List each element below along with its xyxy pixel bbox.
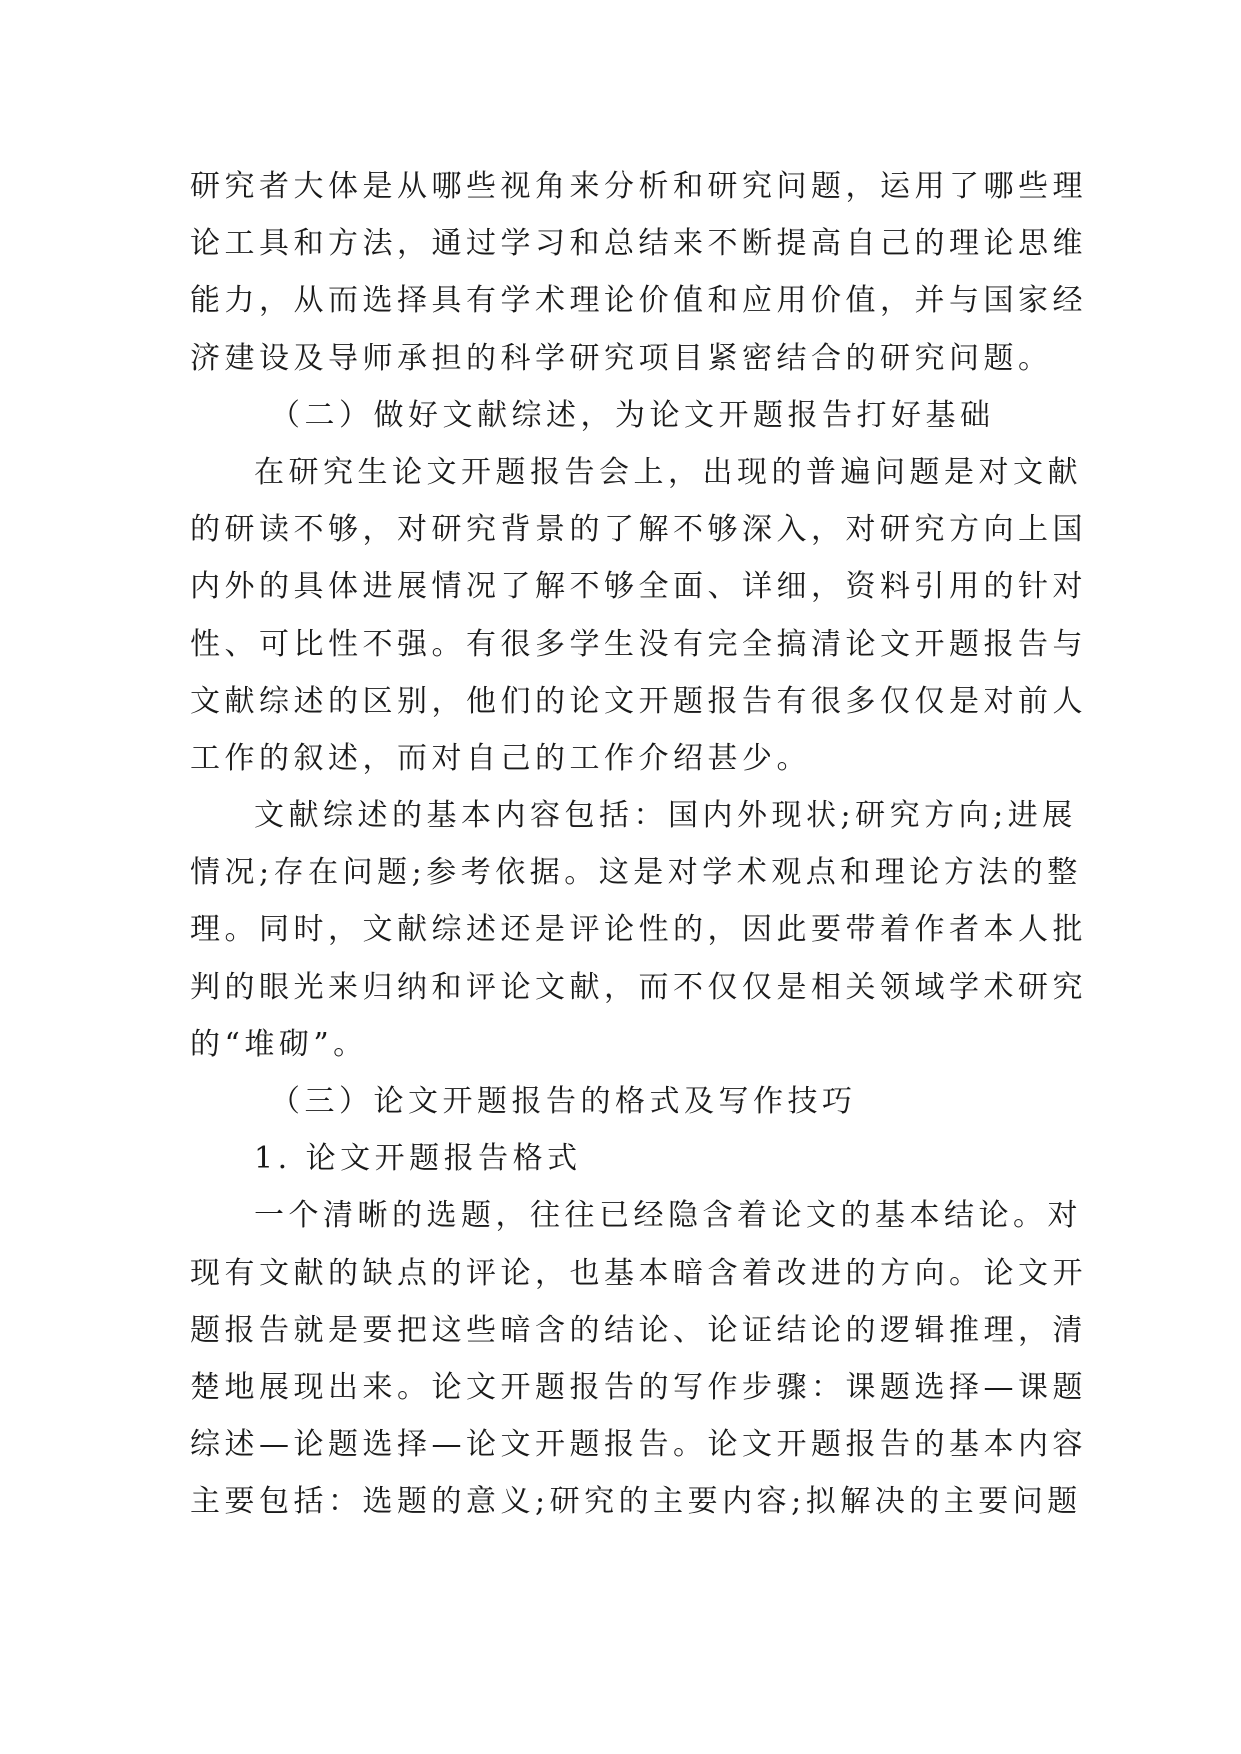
text-line: 判的眼光来归纳和评论文献，而不仅仅是相关领域学术研究 bbox=[190, 969, 1087, 1005]
text-line: 现有文献的缺点的评论，也基本暗含着改进的方向。论文开 bbox=[190, 1255, 1087, 1291]
text-line: 在研究生论文开题报告会上，出现的普遍问题是对文献 bbox=[254, 454, 1082, 490]
text-line: 理。同时，文献综述还是评论性的，因此要带着作者本人批 bbox=[190, 912, 1087, 948]
text-line: 文献综述的区别，他们的论文开题报告有很多仅仅是对前人 bbox=[190, 683, 1087, 719]
text-line: 一个清晰的选题，往往已经隐含着论文的基本结论。对 bbox=[254, 1198, 1082, 1234]
text-line: 的研读不够，对研究背景的了解不够深入，对研究方向上国 bbox=[190, 512, 1087, 548]
text-line: 文献综述的基本内容包括：国内外现状;研究方向;进展 bbox=[254, 798, 1077, 834]
text-line: 能力，从而选择具有学术理论价值和应用价值，并与国家经 bbox=[190, 283, 1087, 319]
text-line: 性、可比性不强。有很多学生没有完全搞清论文开题报告与 bbox=[190, 626, 1087, 662]
text-line: 济建设及导师承担的科学研究项目紧密结合的研究问题。 bbox=[190, 340, 1053, 376]
text-line: 内外的具体进展情况了解不够全面、详细，资料引用的针对 bbox=[190, 569, 1087, 605]
text-line: 的“堆砌”。 bbox=[190, 1026, 368, 1062]
text-line: 研究者大体是从哪些视角来分析和研究问题，运用了哪些理 bbox=[190, 169, 1087, 204]
document-body bbox=[190, 158, 1087, 1531]
text-line: 题报告就是要把这些暗含的结论、论证结论的逻辑推理，清 bbox=[190, 1312, 1087, 1348]
text-line: 主要包括：选题的意义;研究的主要内容;拟解决的主要问题 bbox=[190, 1484, 1082, 1520]
text-line: 工作的叙述，而对自己的工作介绍甚少。 bbox=[190, 740, 811, 776]
text-line: （二）做好文献综述，为论文开题报告打好基础 bbox=[270, 397, 995, 433]
text-line: 1. 论文开题报告格式 bbox=[254, 1141, 582, 1177]
text-line: 综述—论题选择—论文开题报告。论文开题报告的基本内容 bbox=[190, 1427, 1087, 1463]
text-line: （三）论文开题报告的格式及写作技巧 bbox=[270, 1084, 857, 1119]
text-line: 情况;存在问题;参考依据。这是对学术观点和理论方法的整 bbox=[190, 855, 1082, 891]
text-line: 论工具和方法，通过学习和总结来不断提高自己的理论思维 bbox=[190, 226, 1087, 262]
text-line: 楚地展现出来。论文开题报告的写作步骤：课题选择—课题 bbox=[190, 1369, 1087, 1405]
